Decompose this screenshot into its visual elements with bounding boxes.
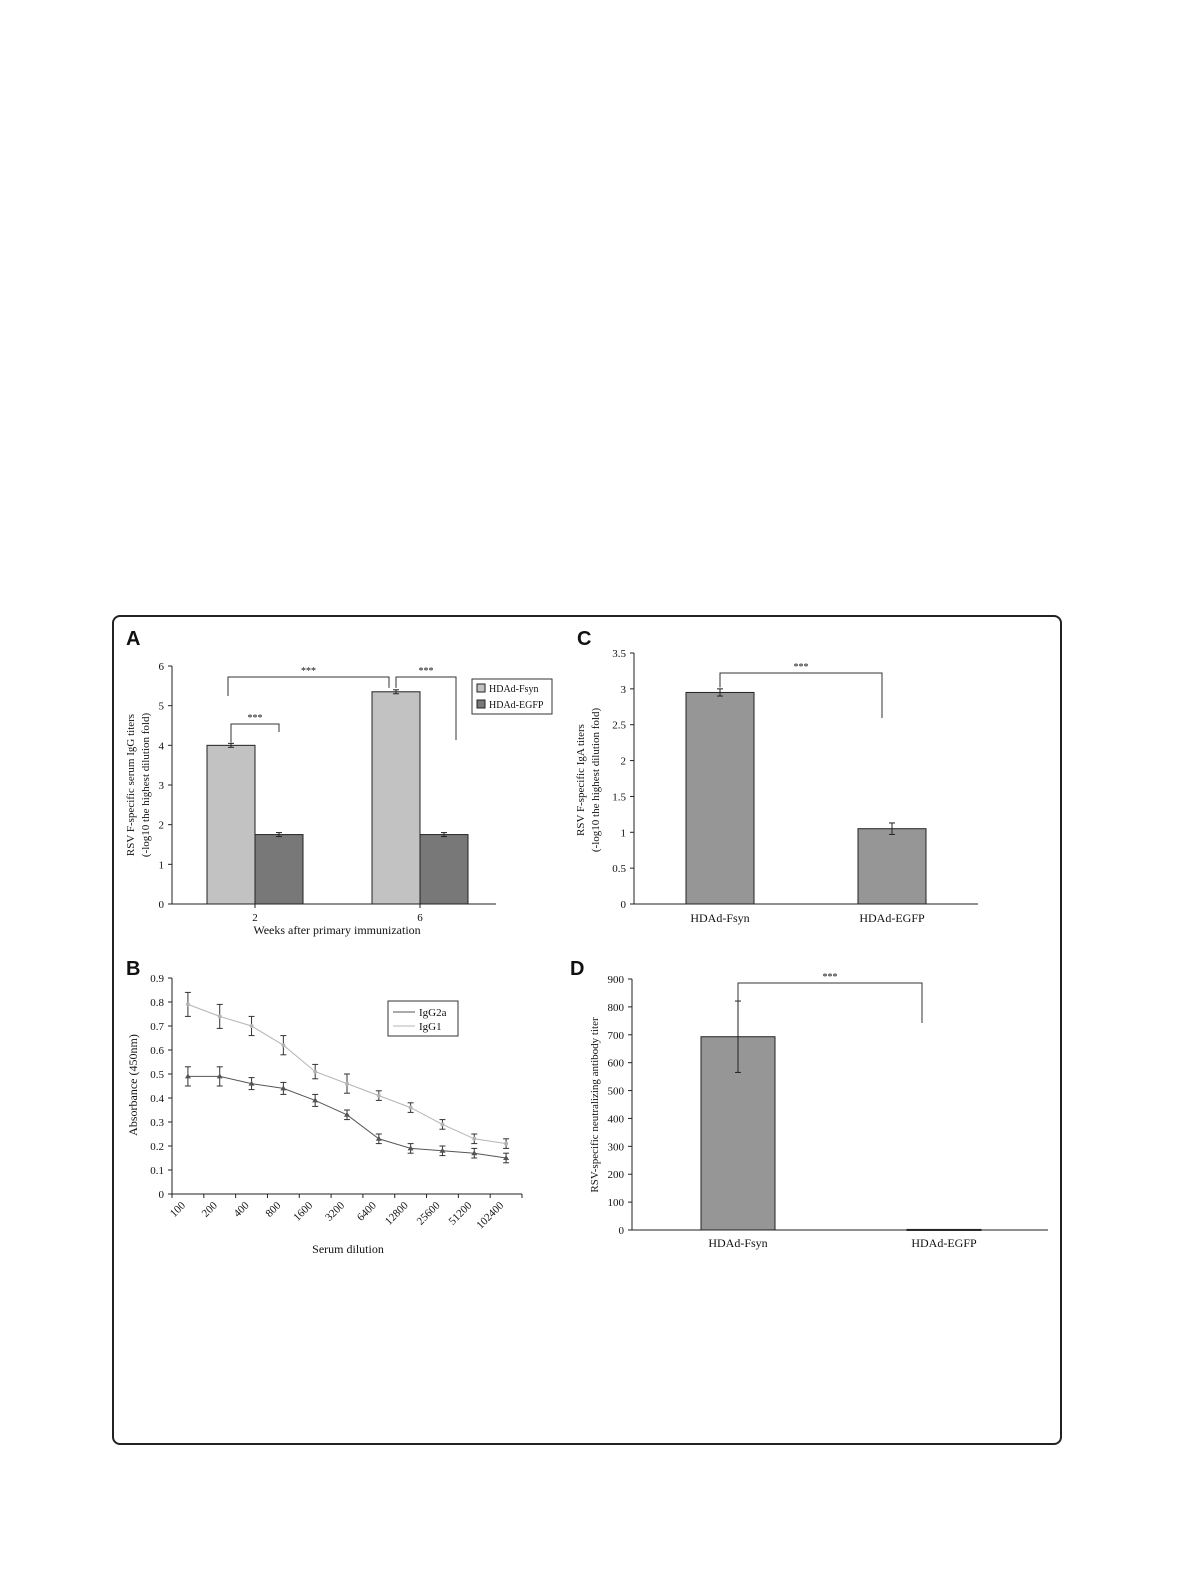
chart-d-x-tick-label: HDAd-Fsyn [708, 1236, 768, 1250]
chart-d-y-label: RSV-specific neutralizing antibody titer [589, 1017, 601, 1193]
chart-c-significance-bracket-label: *** [793, 662, 809, 673]
chart-a-y-tick-label: 6 [158, 661, 164, 673]
chart-d-y-tick-label: 0 [618, 1225, 624, 1237]
chart-b-point [377, 1094, 381, 1098]
chart-c-y-tick-label: 0 [620, 899, 626, 911]
chart-b-point [345, 1082, 349, 1086]
chart-b-point [472, 1137, 476, 1141]
chart-b-y-tick-label: 0.3 [150, 1117, 164, 1129]
chart-b-point [250, 1024, 254, 1028]
chart-b-x-tick-label: 200 [199, 1199, 220, 1220]
chart-b-point [218, 1014, 222, 1018]
chart-b-point [186, 1002, 190, 1006]
chart-b-point [440, 1122, 444, 1126]
chart-a-legend-label: HDAd-EGFP [489, 700, 544, 711]
chart-c-y-label-line-1: RSV F-specific IgA titers [575, 724, 587, 836]
chart-a-significance-bracket [228, 677, 389, 696]
chart-a-y-tick-label: 4 [158, 740, 164, 753]
chart-a-bar [207, 745, 255, 904]
panel-label-c: C [577, 628, 592, 650]
chart-c-y-tick-label: 0.5 [612, 863, 626, 876]
chart-b-y-tick-label: 0.7 [150, 1021, 164, 1033]
chart-b-y-tick-label: 0.8 [150, 997, 164, 1009]
chart-b-x-tick-label: 25600 [414, 1199, 443, 1228]
chart-a-y-tick-label: 0 [158, 899, 164, 911]
chart-c-y-tick-label: 3.5 [612, 648, 626, 660]
chart-d-y-tick-label: 300 [607, 1141, 624, 1154]
chart-b-legend-label: IgG2a [419, 1007, 447, 1019]
chart-b-y-tick-label: 0.6 [150, 1045, 164, 1057]
chart-c-y-tick-label: 1.5 [612, 791, 626, 804]
chart-b-y-tick-label: 0.2 [150, 1141, 164, 1153]
chart-b-point [409, 1106, 413, 1110]
chart-b-x-tick-label: 51200 [446, 1199, 475, 1228]
panel-label-d: D [570, 958, 585, 980]
chart-a-legend-swatch [477, 684, 485, 692]
chart-d-y-tick-label: 600 [607, 1057, 624, 1070]
chart-a-bar [255, 835, 303, 904]
chart-d-y-tick-label: 400 [607, 1113, 624, 1126]
panel-label-b: B [126, 958, 141, 980]
chart-a-y-tick-label: 5 [158, 700, 164, 713]
chart-d-y-tick-label: 800 [607, 1001, 624, 1014]
chart-b-x-tick-label: 800 [263, 1199, 284, 1220]
chart-b-y-label: Absorbance (450nm) [126, 1034, 140, 1136]
chart-a-y-label-line-1: RSV F-specific serum IgG titers [125, 713, 137, 857]
chart-b-point [281, 1043, 285, 1047]
chart-a-bar [420, 835, 468, 904]
chart-b-x-tick-label: 12800 [382, 1199, 411, 1228]
chart-a-y-tick-label: 3 [158, 780, 164, 792]
chart-d-significance-bracket [738, 983, 922, 1023]
chart-a-significance-bracket-label: *** [418, 666, 434, 677]
chart-b-x-tick-label: 1600 [291, 1199, 316, 1224]
chart-b-y-tick-label: 0.5 [150, 1069, 164, 1081]
chart-c-bar [858, 829, 926, 904]
chart-d-y-tick-label: 200 [607, 1169, 624, 1182]
chart-b-y-tick-label: 0 [158, 1189, 164, 1201]
chart-a-x-tick-label: 2 [252, 912, 258, 924]
chart-b-x-tick-label: 102400 [474, 1199, 507, 1232]
chart-b-x-tick-label: 6400 [354, 1199, 379, 1224]
chart-d-y-tick-label: 500 [607, 1085, 624, 1098]
chart-c-y-label-line-2: (-log10 the highest dilution fold) [590, 707, 602, 853]
chart-a-y-label-line-2: (-log10 the highest dilution fold) [140, 712, 152, 858]
chart-a-significance-bracket-label: *** [301, 666, 316, 677]
chart-a-x-label: Weeks after primary immunization [253, 923, 421, 937]
chart-a-y-tick-label: 1 [158, 859, 164, 872]
chart-b-y-tick-label: 0.1 [150, 1165, 164, 1177]
chart-a-significance-bracket [231, 724, 279, 743]
chart-b-x-tick-label: 100 [167, 1199, 189, 1220]
chart-b-x-label: Serum dilution [312, 1242, 384, 1256]
chart-d-x-tick-label: HDAd-EGFP [911, 1236, 977, 1250]
chart-b-point [504, 1142, 508, 1146]
chart-c-y-tick-label: 1 [620, 827, 626, 840]
chart-a-significance-bracket-label: *** [247, 713, 263, 724]
chart-b-y-tick-label: 0.9 [150, 973, 164, 985]
chart-b-legend-label: IgG1 [419, 1021, 442, 1033]
chart-b-point-triangle [376, 1136, 382, 1141]
chart-c-y-tick-label: 2.5 [612, 719, 626, 732]
chart-a-x-tick-label: 6 [417, 912, 423, 924]
chart-c [575, 648, 978, 925]
chart-d-y-tick-label: 100 [607, 1197, 624, 1210]
chart-a-legend-label: HDAd-Fsyn [489, 684, 539, 695]
chart-c-y-tick-label: 2 [620, 755, 626, 768]
chart-b-x-tick-label: 400 [231, 1199, 252, 1220]
chart-a-legend-swatch [477, 700, 485, 708]
chart-b-point [313, 1070, 317, 1074]
chart-d-y-tick-label: 700 [607, 1029, 624, 1042]
chart-d-y-tick-label: 900 [607, 974, 624, 986]
chart-a [125, 661, 552, 937]
chart-a-y-tick-label: 2 [158, 819, 164, 832]
chart-c-y-tick-label: 3 [620, 683, 626, 696]
panel-label-a: A [126, 628, 141, 650]
chart-b-y-tick-label: 0.4 [150, 1093, 164, 1105]
chart-d [589, 972, 1048, 1250]
chart-d-significance-bracket-label: *** [822, 972, 838, 983]
chart-d-bar [907, 1229, 981, 1230]
chart-b-x-tick-label: 3200 [323, 1199, 348, 1224]
chart-c-bar [686, 692, 754, 904]
chart-b [126, 973, 522, 1256]
chart-a-bar [372, 692, 420, 904]
chart-c-x-tick-label: HDAd-Fsyn [690, 911, 750, 925]
chart-c-x-tick-label: HDAd-EGFP [859, 911, 925, 925]
